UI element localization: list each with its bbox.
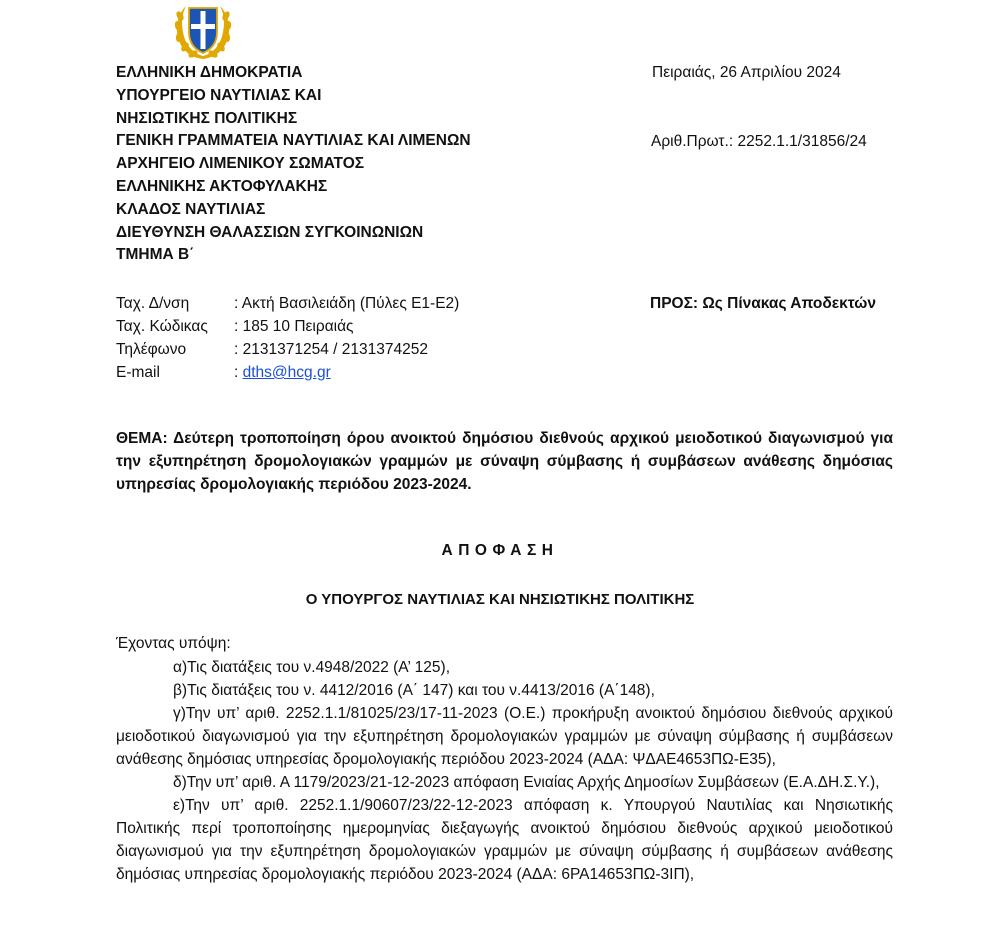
subject-paragraph: ΘΕΜΑ: Δεύτερη τροποποίηση όρου ανοικτού δημόσιου διεθνούς αρχικού μειοδοτικού διαγωνισμού για την εξυπηρέτηση δρομολογιακών γραμμών με σύναψη σύμβασης ή συμβάσεων ανάθεσης δημόσιας υπηρεσίας δρομολογιακής περιόδου 2023-2024. — [116, 430, 893, 493]
postcode-value: : 185 10 Πειραιάς — [234, 318, 354, 335]
considering-heading: Έχοντας υπόψη: — [116, 635, 231, 652]
greek-emblem-icon — [170, 2, 236, 62]
considerations-list — [116, 656, 893, 886]
consideration-item: α)Τις διατάξεις του ν.4948/2022 (Α’ 125), — [173, 659, 450, 676]
header-line: ΝΗΣΙΩΤΙΚΗΣ ΠΟΛΙΤΙΚΗΣ — [116, 109, 298, 127]
header-line: ΑΡΧΗΓΕΙΟ ΛΙΜΕΝΙΚΟΥ ΣΩΜΑΤΟΣ — [116, 155, 365, 173]
header-line: ΕΛΛΗΝΙΚΗ ΔΗΜΟΚΡΑΤΙΑ — [116, 64, 303, 81]
address-label: Ταχ. Δ/νση — [116, 295, 190, 312]
consideration-item: δ)Την υπ’ αριθ. Α 1179/2023/21-12-2023 απόφαση Ενιαίας Αρχής Δημοσίων Συμβάσεων (Ε.Α.ΔΗ.Σ.Υ.), — [173, 774, 880, 791]
phone-value: : 2131371254 / 2131374252 — [234, 341, 428, 358]
email-label: E-mail — [116, 364, 160, 381]
header-line: ΔΙΕΥΘΥΝΣΗ ΘΑΛΑΣΣΙΩΝ ΣΥΓΚΟΙΝΩΝΙΩΝ — [116, 223, 424, 241]
email-link[interactable]: dths@hcg.gr — [242, 364, 331, 381]
header-line: ΓΕΝΙΚΗ ΓΡΑΜΜΑΤΕΙΑ ΝΑΥΤΙΛΙΑΣ ΚΑΙ ΛΙΜΕΝΩΝ — [116, 132, 471, 150]
email-colon: : — [234, 364, 243, 381]
minister-title: Ο ΥΠΟΥΡΓΟΣ ΝΑΥΤΙΛΙΑΣ ΚΑΙ ΝΗΣΙΩΤΙΚΗΣ ΠΟΛΙΤΙΚΗΣ — [305, 591, 695, 608]
consideration-item: ε)Την υπ’ αριθ. 2252.1.1/90607/23/22-12-2023 απόφαση κ. Υπουργού Ναυτιλίας και Νησιωτικής Πολιτικής περί τροποποίησης ημερομηνίας διεξαγωγής ανοικτού δημόσιου διεθνούς αρχικού μειοδοτικού διαγωνισμού για την εξυπηρέτηση δρομολογιακών γραμμών με σύναψη σύμβασης ή συμβάσεων ανάθεσης δημόσιας υπηρεσίας δρομολογιακής περιόδου 2023-2024 (ΑΔΑ: 6ΡΑ14653ΠΩ-3ΙΠ), — [116, 797, 893, 883]
postcode-label: Ταχ. Κώδικας — [116, 318, 208, 335]
recipient-line: ΠΡΟΣ: Ως Πίνακας Αποδεκτών — [650, 295, 876, 312]
header-line: ΕΛΛΗΝΙΚΗΣ ΑΚΤΟΦΥΛΑΚΗΣ — [116, 177, 328, 195]
header-line: ΥΠΟΥΡΓΕΙΟ ΝΑΥΤΙΛΙΑΣ ΚΑΙ — [116, 86, 322, 104]
header-line: ΚΛΑΔΟΣ ΝΑΥΤΙΛΙΑΣ — [116, 200, 266, 218]
issuer-header — [116, 62, 471, 267]
email-value-wrap — [234, 361, 331, 384]
address-value: : Ακτή Βασιλειάδη (Πύλες Ε1-Ε2) — [234, 295, 460, 312]
consideration-item: γ)Την υπ’ αριθ. 2252.1.1/81025/23/17-11-2023 (Ο.Ε.) προκήρυξη ανοικτού δημόσιου διεθνούς αρχικού μειοδοτικού διαγωνισμού για την εξυπηρέτηση δρομολογιακών γραμμών με σύναψη σύμβασης ή συμβάσεων ανάθεσης δημόσιας υπηρεσίας δρομολογιακής περιόδου 2023-2024 (ΑΔΑ: ΨΔΑΕ4653ΠΩ-Ε35), — [116, 705, 893, 768]
protocol-number: Αριθ.Πρωτ.: 2252.1.1/31856/24 — [651, 133, 867, 150]
document-date: Πειραιάς, 26 Απριλίου 2024 — [652, 64, 841, 81]
decision-title: ΑΠΟΦΑΣΗ — [441, 542, 559, 559]
phone-label: Τηλέφωνο — [116, 341, 187, 358]
header-line: ΤΜΗΜΑ Β΄ — [116, 246, 195, 264]
consideration-item: β)Τις διατάξεις του ν. 4412/2016 (Α΄ 147) και του ν.4413/2016 (Α΄148), — [173, 682, 655, 699]
